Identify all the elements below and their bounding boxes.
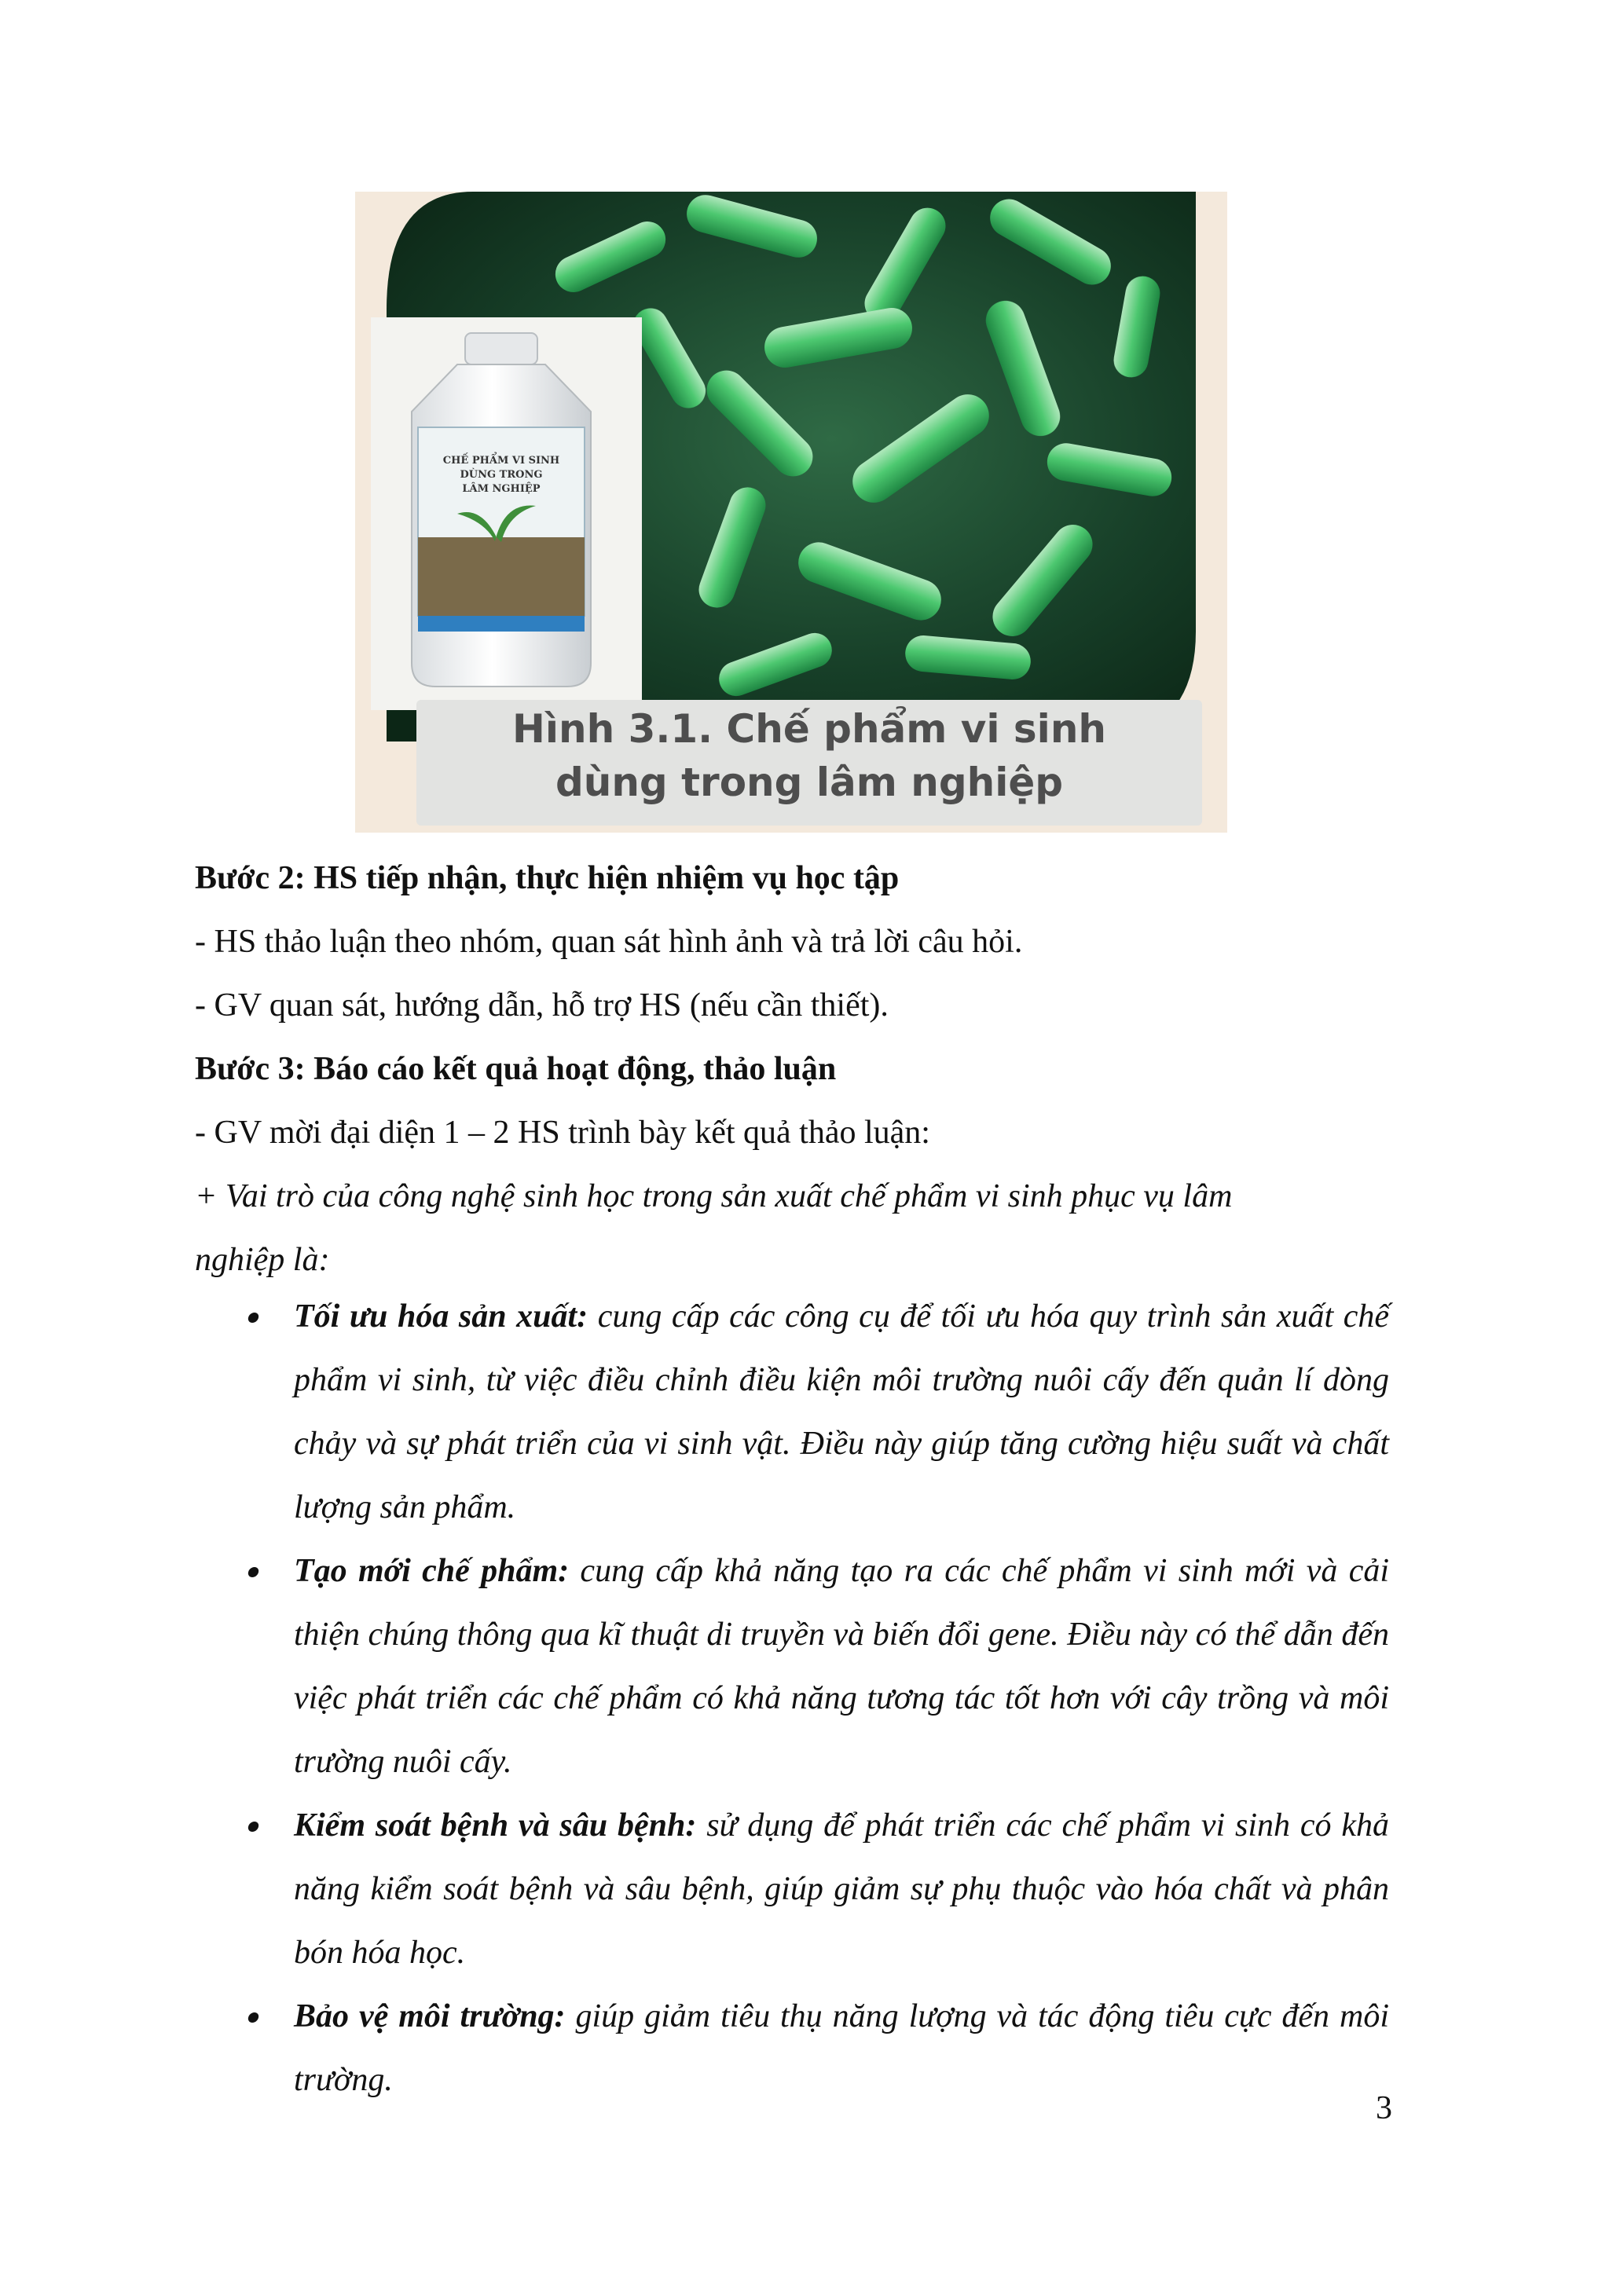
figure-caption-line-1: Hình 3.1. Chế phẩm vi sinh: [511, 706, 1107, 752]
list-item: [195, 1985, 1389, 2112]
intro-line-1: + Vai trò của công nghệ sinh học trong sản xuất chế phẩm vi sinh phục vụ lâm: [195, 1178, 1233, 1214]
bullet-term: Kiểm soát bệnh và sâu bệnh:: [294, 1807, 697, 1844]
list-item: [195, 1285, 1389, 1540]
figure-caption-line-2: dùng trong lâm nghiệp: [555, 760, 1064, 805]
bullet-text: cung cấp các công cụ để tối ưu hóa quy trình sản xuất chế phẩm vi sinh, từ việc điều chỉnh điều kiện môi trường nuôi cấy đến quản lí dòng chảy và sự phát triển của vi sinh vật. Điều này giúp tăng cường hiệu suất và chất lượng sản phẩm.: [294, 1298, 1390, 1525]
step3-heading: Bước 3: Báo cáo kết quả hoạt động, thảo luận: [195, 1051, 837, 1087]
figure-microbial-product: [355, 192, 1227, 833]
bullet-text: cung cấp khả năng tạo ra các chế phẩm vi sinh mới và cải thiện chúng thông qua kĩ thuật di truyền và biến đổi gene. Điều này có thể dẫn đến việc phát triển các chế phẩm có khả năng tương tác tốt hơn với cây trồng và môi trường nuôi cấy.: [294, 1553, 1390, 1780]
bullet-dot-icon: [247, 1822, 260, 1832]
bullet-text: sử dụng để phát triển các chế phẩm vi sinh có khả năng kiểm soát bệnh và sâu bệnh, giúp giảm sự phụ thuộc vào hóa chất và phân bón hóa học.: [294, 1807, 1389, 1971]
bullet-term: Tối ưu hóa sản xuất:: [294, 1298, 588, 1335]
bullet-dot-icon: [247, 1313, 260, 1323]
svg-text:DÙNG TRONG: DÙNG TRONG: [460, 469, 543, 481]
bullet-dot-icon: [247, 1567, 260, 1577]
bullet-dot-icon: [247, 2012, 260, 2023]
step2-item-2: - GV quan sát, hướng dẫn, hỗ trợ HS (nếu cần thiết).: [195, 987, 889, 1023]
svg-text:LÂM NGHIỆP: LÂM NGHIỆP: [462, 483, 541, 495]
step2-item-1: - HS thảo luận theo nhóm, quan sát hình ảnh và trả lời câu hỏi.: [195, 924, 1023, 960]
list-item: [195, 1540, 1389, 1794]
page-number: 3: [1376, 2090, 1392, 2126]
step2-heading: Bước 2: HS tiếp nhận, thực hiện nhiệm vụ học tập: [195, 860, 900, 896]
list-item: [195, 1794, 1389, 1985]
step3-item-1: - GV mời đại diện 1 – 2 HS trình bày kết quả thảo luận:: [195, 1115, 930, 1151]
role-bullet-list: [195, 1285, 1389, 2112]
bottle-icon: [412, 333, 591, 687]
figure-caption: [416, 700, 1202, 826]
bullet-text: giúp giảm tiêu thụ năng lượng và tác động tiêu cực đến môi trường.: [294, 1998, 1389, 2098]
bullet-term: Bảo vệ môi trường:: [294, 1998, 566, 2034]
bullet-term: Tạo mới chế phẩm:: [294, 1553, 570, 1589]
svg-text:CHẾ PHẨM VI SINH: CHẾ PHẨM VI SINH: [442, 455, 560, 467]
intro-line-2: nghiệp là:: [195, 1242, 330, 1278]
